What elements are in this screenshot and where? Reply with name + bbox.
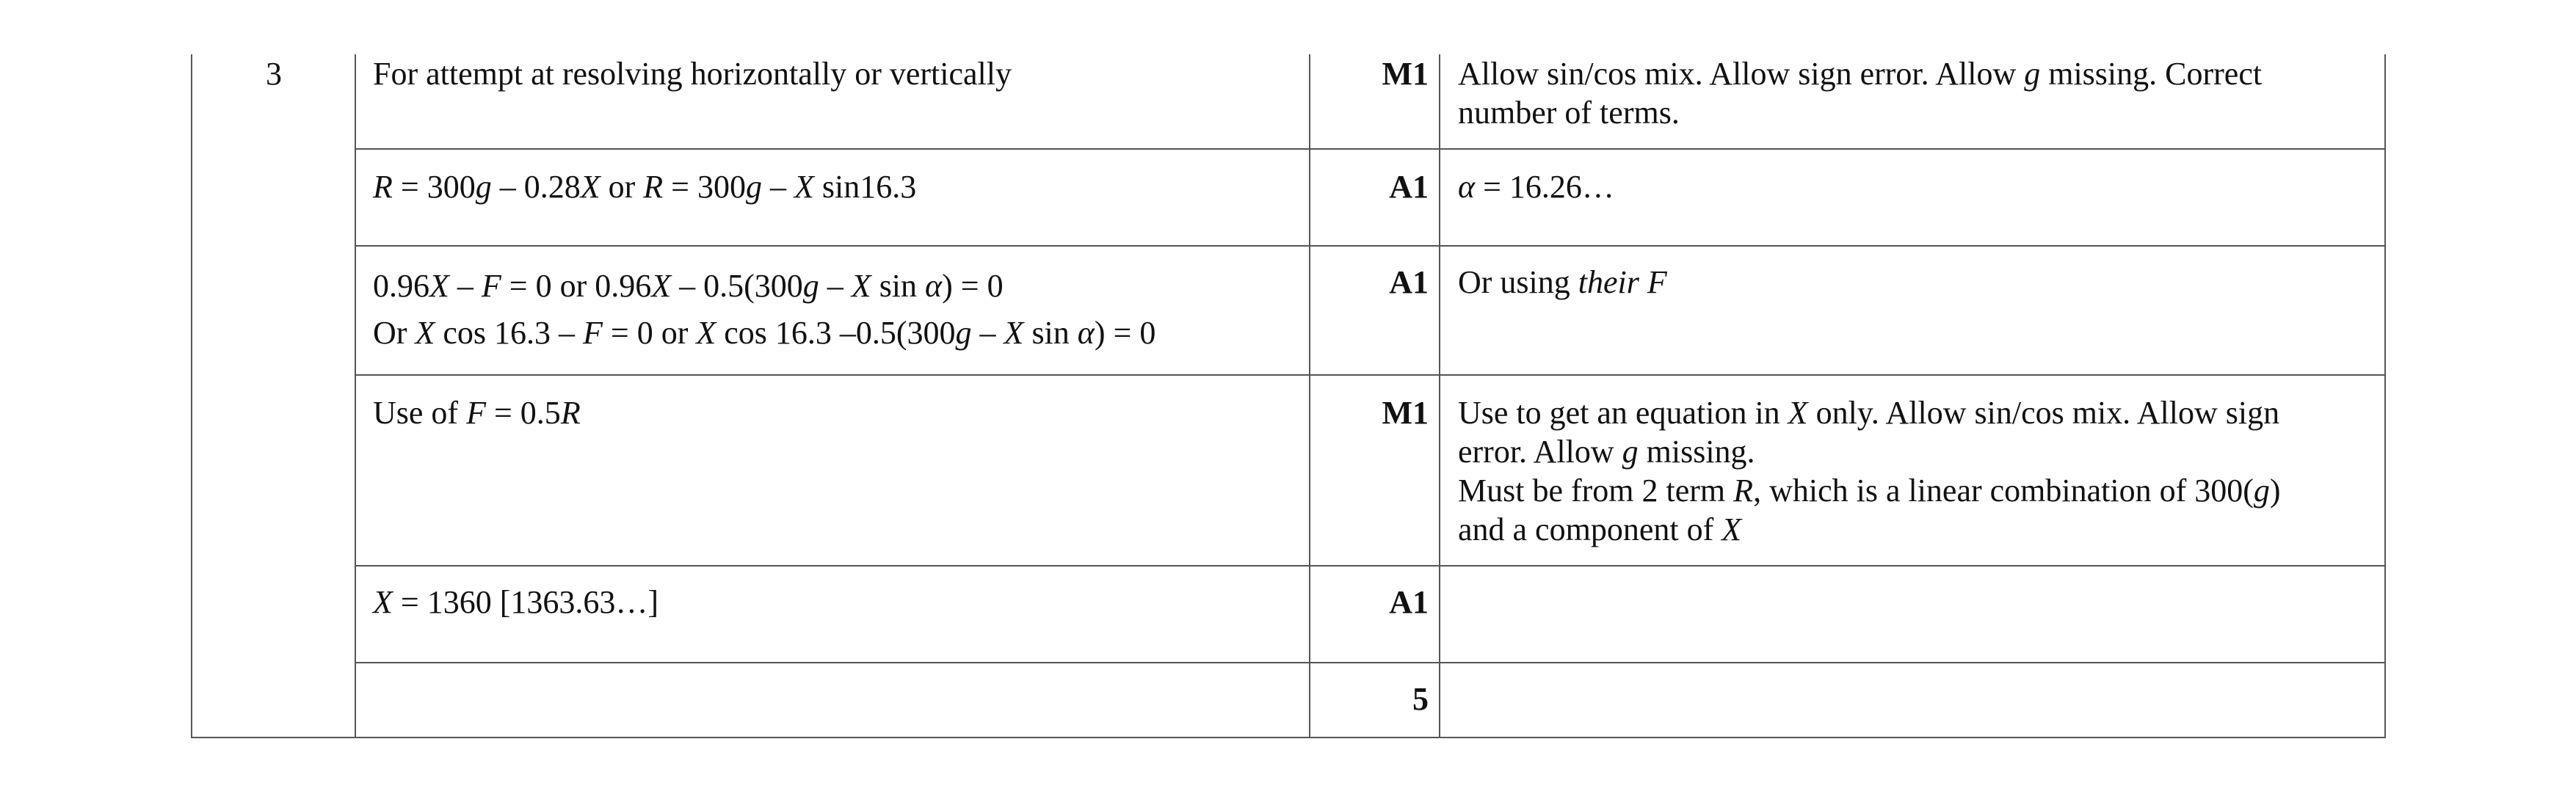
text-line: [1458, 510, 2281, 549]
text-run: 0.96: [373, 268, 429, 304]
text-run: –: [971, 315, 1004, 351]
rule-row-1-bottom: [355, 148, 2386, 150]
italic-term: X: [429, 268, 449, 304]
answer-cell-row-1: [373, 54, 1012, 93]
text-run: = 0.5: [485, 395, 561, 431]
text-run: = 300: [663, 169, 746, 205]
text-line: [373, 167, 916, 206]
italic-term: X: [580, 169, 601, 205]
italic-term: g: [802, 268, 819, 304]
text-run: sin: [871, 268, 926, 304]
text-run: Or: [373, 315, 416, 351]
rule-table-bottom: [191, 737, 2386, 738]
italic-term: F: [466, 395, 486, 431]
text-run: Or using: [1458, 264, 1578, 300]
italic-term: R: [373, 169, 393, 205]
text-line: [373, 310, 1155, 357]
text-run: ) = 0: [1094, 315, 1156, 351]
rule-row-4-bottom: [355, 565, 2386, 567]
text-run: sin: [1023, 315, 1078, 351]
italic-term: F: [582, 315, 603, 351]
italic-term: X: [794, 169, 814, 205]
text-run: = 1360 [1363.63…]: [392, 584, 659, 620]
text-run: –: [449, 268, 482, 304]
guidance-cell-row-3: [1458, 263, 1667, 302]
italic-term: X: [696, 315, 716, 351]
text-line: [373, 583, 658, 622]
text-run: and a component of: [1458, 511, 1722, 547]
italic-term: R: [560, 395, 581, 431]
answer-cell-row-4: [373, 393, 581, 432]
text-line: [373, 263, 1155, 310]
text-run: – 0.28: [491, 169, 581, 205]
italic-term: X: [851, 268, 871, 304]
mark-cell-row-2: A1: [1389, 169, 1429, 205]
text-run: Use of: [373, 395, 467, 431]
text-run: = 0 or 0.96: [501, 268, 652, 304]
text-run: number of terms.: [1458, 95, 1680, 131]
text-run: Allow sin/cos mix. Allow sign error. Allow: [1458, 56, 2025, 92]
mark-cell-row-3: A1: [1389, 264, 1429, 300]
italic-term: R: [1733, 473, 1754, 509]
mark-cell-row-1: M1: [1382, 56, 1429, 92]
italic-term: X: [651, 268, 672, 304]
italic-term: F: [481, 268, 501, 304]
rule-left-edge: [191, 54, 192, 738]
italic-term: g: [2253, 473, 2270, 509]
text-run: –: [761, 169, 794, 205]
guidance-cell-row-2: [1458, 167, 1614, 206]
text-run: only. Allow sin/cos mix. Allow sign: [1807, 395, 2280, 431]
text-run: –: [819, 268, 852, 304]
italic-term: X: [373, 584, 393, 620]
text-run: error. Allow: [1458, 434, 1622, 470]
mark-cell-row-5: A1: [1389, 584, 1429, 620]
text-run: ): [2269, 473, 2281, 509]
italic-term: α: [1458, 169, 1476, 205]
guidance-cell-row-4: [1458, 393, 2281, 549]
rule-row-3-bottom: [355, 374, 2386, 376]
italic-term: their F: [1578, 264, 1667, 300]
rule-row-2-bottom: [355, 245, 2386, 247]
answer-cell-row-5: [373, 583, 658, 622]
rule-row-5-bottom: [355, 662, 2386, 663]
rule-marks-column: [1439, 54, 1440, 738]
answer-cell-row-2: [373, 167, 916, 206]
text-line: [1458, 167, 1614, 206]
guidance-cell-row-1: [1458, 54, 2262, 132]
text-run: or: [600, 169, 644, 205]
italic-term: X: [415, 315, 435, 351]
italic-term: α: [925, 268, 943, 304]
text-line: [1458, 471, 2281, 510]
text-line: [373, 393, 581, 432]
italic-term: g: [475, 169, 492, 205]
text-run: sin16.3: [813, 169, 917, 205]
text-line: [1458, 432, 2281, 471]
italic-term: X: [1721, 511, 1742, 547]
text-run: Use to get an equation in: [1458, 395, 1788, 431]
text-run: For attempt at resolving horizontally or vertically: [373, 56, 1012, 92]
text-line: [1458, 393, 2281, 432]
text-run: missing.: [1638, 434, 1755, 470]
text-line: [1458, 263, 1667, 302]
italic-term: α: [1077, 315, 1095, 351]
text-run: Must be from 2 term: [1458, 473, 1734, 509]
text-line: [1458, 93, 2262, 132]
text-run: = 0 or: [602, 315, 697, 351]
text-line: [373, 54, 1012, 93]
text-run: – 0.5(300: [671, 268, 803, 304]
italic-term: X: [1788, 395, 1808, 431]
total-mark: 5: [1412, 681, 1429, 717]
text-run: , which is a linear combination of 300(: [1753, 473, 2254, 509]
italic-term: g: [955, 315, 972, 351]
italic-term: R: [643, 169, 664, 205]
text-run: missing. Correct: [2040, 56, 2263, 92]
question-number: 3: [266, 56, 282, 92]
italic-term: X: [1004, 315, 1024, 351]
rule-question-column: [355, 54, 356, 738]
text-run: ) = 0: [942, 268, 1004, 304]
mark-cell-row-4: M1: [1382, 395, 1429, 431]
text-run: = 300: [392, 169, 476, 205]
text-run: cos 16.3 –0.5(300: [716, 315, 956, 351]
rule-right-edge: [2384, 54, 2386, 738]
italic-term: g: [745, 169, 762, 205]
text-line: [1458, 54, 2262, 93]
answer-cell-row-3: [373, 263, 1155, 357]
italic-term: g: [1622, 434, 1639, 470]
italic-term: g: [2024, 56, 2041, 92]
text-run: = 16.26…: [1475, 169, 1614, 205]
mark-scheme-table: [191, 54, 2386, 738]
text-run: cos 16.3 –: [435, 315, 583, 351]
